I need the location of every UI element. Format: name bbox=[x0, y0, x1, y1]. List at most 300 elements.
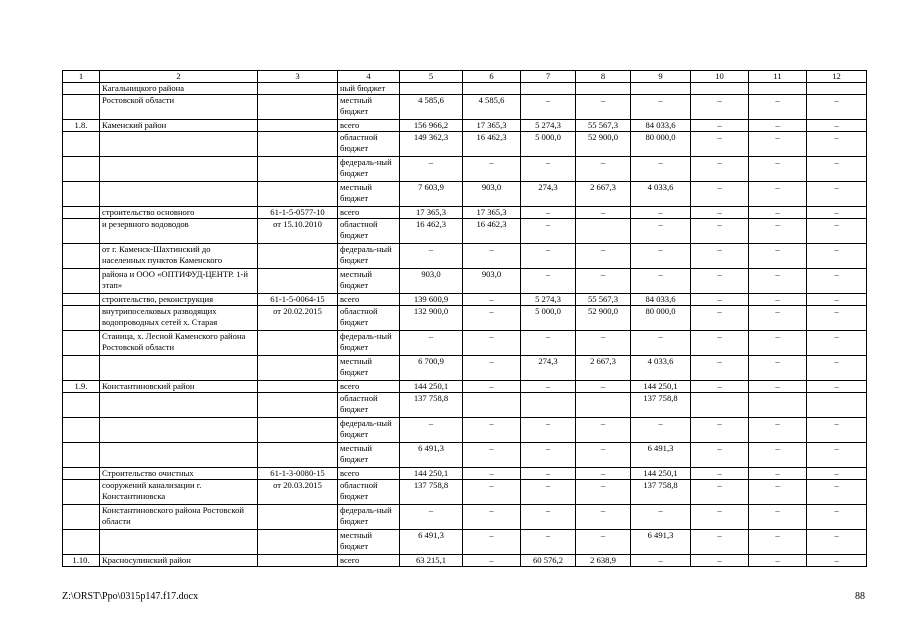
funding-source-cell: областной бюджет bbox=[338, 306, 400, 331]
funding-source-cell: федераль-ный бюджет bbox=[338, 505, 400, 530]
amount-cell: – bbox=[691, 269, 749, 294]
amount-cell: – bbox=[749, 381, 807, 393]
table-row bbox=[63, 381, 867, 393]
item-name-cell bbox=[100, 157, 258, 182]
amount-cell: – bbox=[576, 530, 631, 555]
document-number-cell bbox=[258, 157, 338, 182]
item-number-cell: 1.10. bbox=[63, 555, 100, 567]
document-number-cell bbox=[258, 418, 338, 443]
table-row bbox=[63, 207, 867, 219]
item-name-cell: строительство основного bbox=[100, 207, 258, 219]
item-number-cell bbox=[63, 83, 100, 95]
amount-cell: – bbox=[521, 381, 576, 393]
item-number-cell bbox=[63, 306, 100, 331]
item-name-cell: сооружений канализации г. Константиновска bbox=[100, 480, 258, 505]
amount-cell: 7 603,9 bbox=[400, 182, 463, 207]
item-number-cell bbox=[63, 182, 100, 207]
amount-cell: – bbox=[631, 555, 691, 567]
amount-cell: 17 365,3 bbox=[463, 207, 521, 219]
table-row bbox=[63, 95, 867, 120]
amount-cell: 17 365,3 bbox=[400, 207, 463, 219]
amount-cell: – bbox=[807, 95, 867, 120]
amount-cell: – bbox=[691, 331, 749, 356]
item-number-cell bbox=[63, 157, 100, 182]
amount-cell: – bbox=[691, 443, 749, 468]
amount-cell: – bbox=[400, 331, 463, 356]
item-name-cell bbox=[100, 530, 258, 555]
amount-cell: – bbox=[631, 418, 691, 443]
amount-cell: – bbox=[691, 530, 749, 555]
column-header: 1 bbox=[63, 71, 100, 83]
amount-cell: – bbox=[576, 505, 631, 530]
table-row bbox=[63, 294, 867, 306]
amount-cell: 80 000,0 bbox=[631, 132, 691, 157]
table-row bbox=[63, 269, 867, 294]
amount-cell: – bbox=[691, 505, 749, 530]
amount-cell: 274,3 bbox=[521, 356, 576, 381]
amount-cell: – bbox=[576, 207, 631, 219]
amount-cell: – bbox=[807, 480, 867, 505]
amount-cell: – bbox=[691, 95, 749, 120]
amount-cell: – bbox=[807, 219, 867, 244]
amount-cell: – bbox=[691, 381, 749, 393]
item-number-cell bbox=[63, 480, 100, 505]
amount-cell: 144 250,1 bbox=[400, 468, 463, 480]
amount-cell: – bbox=[576, 418, 631, 443]
amount-cell: – bbox=[807, 120, 867, 132]
amount-cell: 137 758,8 bbox=[631, 393, 691, 418]
amount-cell: 16 462,3 bbox=[400, 219, 463, 244]
amount-cell: 16 462,3 bbox=[463, 132, 521, 157]
item-name-cell: Каменский район bbox=[100, 120, 258, 132]
amount-cell: 17 365,3 bbox=[463, 120, 521, 132]
column-header: 8 bbox=[576, 71, 631, 83]
amount-cell: – bbox=[691, 132, 749, 157]
amount-cell bbox=[691, 393, 749, 418]
amount-cell: – bbox=[807, 294, 867, 306]
amount-cell: 5 274,3 bbox=[521, 294, 576, 306]
amount-cell: – bbox=[749, 182, 807, 207]
amount-cell: – bbox=[749, 505, 807, 530]
amount-cell: – bbox=[576, 480, 631, 505]
document-number-cell bbox=[258, 83, 338, 95]
column-header: 2 bbox=[100, 71, 258, 83]
item-name-cell: от г. Каменск-Шахтинский до населенных пунктов Каменского bbox=[100, 244, 258, 269]
item-name-cell: Ростовской области bbox=[100, 95, 258, 120]
amount-cell: – bbox=[749, 356, 807, 381]
amount-cell: – bbox=[631, 269, 691, 294]
amount-cell: 903,0 bbox=[400, 269, 463, 294]
document-number-cell bbox=[258, 443, 338, 468]
table-row bbox=[63, 83, 867, 95]
item-number-cell bbox=[63, 530, 100, 555]
page-number: 88 bbox=[855, 591, 865, 602]
table-row bbox=[63, 157, 867, 182]
amount-cell: – bbox=[691, 480, 749, 505]
document-number-cell: 61-1-3-0080-15 bbox=[258, 468, 338, 480]
amount-cell: 132 900,0 bbox=[400, 306, 463, 331]
item-number-cell bbox=[63, 356, 100, 381]
item-number-cell bbox=[63, 95, 100, 120]
amount-cell: – bbox=[521, 157, 576, 182]
funding-source-cell: местный бюджет bbox=[338, 530, 400, 555]
amount-cell bbox=[521, 393, 576, 418]
amount-cell: – bbox=[463, 443, 521, 468]
amount-cell bbox=[576, 83, 631, 95]
amount-cell: 4 033,6 bbox=[631, 182, 691, 207]
document-number-cell bbox=[258, 331, 338, 356]
funding-source-cell: местный бюджет bbox=[338, 182, 400, 207]
amount-cell bbox=[463, 393, 521, 418]
item-number-cell bbox=[63, 468, 100, 480]
amount-cell: 139 600,9 bbox=[400, 294, 463, 306]
document-number-cell bbox=[258, 95, 338, 120]
amount-cell: – bbox=[807, 244, 867, 269]
amount-cell: – bbox=[631, 207, 691, 219]
amount-cell: – bbox=[463, 306, 521, 331]
amount-cell: – bbox=[576, 381, 631, 393]
amount-cell: – bbox=[576, 244, 631, 269]
funding-source-cell: всего bbox=[338, 207, 400, 219]
funding-source-cell: федераль-ный бюджет bbox=[338, 157, 400, 182]
column-header: 7 bbox=[521, 71, 576, 83]
amount-cell: 6 491,3 bbox=[400, 530, 463, 555]
amount-cell: 84 033,6 bbox=[631, 120, 691, 132]
table-row bbox=[63, 393, 867, 418]
table-row bbox=[63, 132, 867, 157]
amount-cell: – bbox=[691, 219, 749, 244]
amount-cell: 55 567,3 bbox=[576, 294, 631, 306]
amount-cell: – bbox=[463, 505, 521, 530]
amount-cell: 6 491,3 bbox=[400, 443, 463, 468]
amount-cell bbox=[400, 83, 463, 95]
amount-cell: – bbox=[463, 418, 521, 443]
amount-cell: 6 700,9 bbox=[400, 356, 463, 381]
document-number-cell: от 20.02.2015 bbox=[258, 306, 338, 331]
item-number-cell: 1.9. bbox=[63, 381, 100, 393]
item-name-cell: и резервного водоводов bbox=[100, 219, 258, 244]
amount-cell: – bbox=[631, 505, 691, 530]
amount-cell bbox=[807, 83, 867, 95]
amount-cell: 137 758,8 bbox=[400, 393, 463, 418]
funding-source-cell: областной бюджет bbox=[338, 132, 400, 157]
funding-source-cell: всего bbox=[338, 468, 400, 480]
amount-cell: – bbox=[749, 294, 807, 306]
amount-cell: – bbox=[807, 157, 867, 182]
amount-cell: – bbox=[576, 157, 631, 182]
amount-cell: – bbox=[749, 306, 807, 331]
amount-cell: 16 462,3 bbox=[463, 219, 521, 244]
amount-cell: – bbox=[749, 132, 807, 157]
amount-cell: – bbox=[521, 530, 576, 555]
item-name-cell: Константиновского района Ростовской области bbox=[100, 505, 258, 530]
amount-cell: – bbox=[691, 120, 749, 132]
amount-cell: – bbox=[400, 418, 463, 443]
funding-source-cell: областной бюджет bbox=[338, 480, 400, 505]
document-number-cell bbox=[258, 381, 338, 393]
amount-cell: 52 900,0 bbox=[576, 306, 631, 331]
document-number-cell: от 20.03.2015 bbox=[258, 480, 338, 505]
column-header: 11 bbox=[749, 71, 807, 83]
amount-cell: 60 576,2 bbox=[521, 555, 576, 567]
amount-cell bbox=[749, 393, 807, 418]
amount-cell bbox=[691, 83, 749, 95]
item-name-cell: Константиновский район bbox=[100, 381, 258, 393]
funding-source-cell: всего bbox=[338, 294, 400, 306]
amount-cell: – bbox=[631, 157, 691, 182]
file-path: Z:\ORST\Ppo\0315p147.f17.docx bbox=[62, 591, 199, 602]
table-row bbox=[63, 505, 867, 530]
funding-source-cell: всего bbox=[338, 381, 400, 393]
amount-cell: – bbox=[400, 244, 463, 269]
amount-cell: – bbox=[521, 468, 576, 480]
item-number-cell bbox=[63, 418, 100, 443]
funding-source-cell: областной бюджет bbox=[338, 393, 400, 418]
item-name-cell: района и ООО «ОПТИФУД-ЦЕНТР. 1-й этап» bbox=[100, 269, 258, 294]
item-name-cell bbox=[100, 132, 258, 157]
amount-cell bbox=[749, 83, 807, 95]
amount-cell: – bbox=[631, 244, 691, 269]
item-name-cell: Кагальницкого района bbox=[100, 83, 258, 95]
document-number-cell: 61-1-5-0064-15 bbox=[258, 294, 338, 306]
column-header: 12 bbox=[807, 71, 867, 83]
amount-cell: 84 033,6 bbox=[631, 294, 691, 306]
amount-cell: – bbox=[463, 157, 521, 182]
amount-cell: – bbox=[521, 219, 576, 244]
amount-cell: – bbox=[576, 95, 631, 120]
document-number-cell bbox=[258, 182, 338, 207]
amount-cell: – bbox=[749, 244, 807, 269]
amount-cell: – bbox=[807, 207, 867, 219]
table-row bbox=[63, 480, 867, 505]
document-number-cell bbox=[258, 555, 338, 567]
amount-cell: – bbox=[463, 530, 521, 555]
amount-cell: – bbox=[691, 157, 749, 182]
column-header: 9 bbox=[631, 71, 691, 83]
item-name-cell: строительство, реконструкция bbox=[100, 294, 258, 306]
amount-cell bbox=[807, 393, 867, 418]
amount-cell: – bbox=[749, 555, 807, 567]
table-row bbox=[63, 306, 867, 331]
document-number-cell: от 15.10.2010 bbox=[258, 219, 338, 244]
funding-source-cell: местный бюджет bbox=[338, 269, 400, 294]
amount-cell: – bbox=[400, 157, 463, 182]
amount-cell: – bbox=[576, 443, 631, 468]
table-row bbox=[63, 120, 867, 132]
document-number-cell bbox=[258, 356, 338, 381]
item-number-cell: 1.8. bbox=[63, 120, 100, 132]
amount-cell: – bbox=[749, 530, 807, 555]
table-row bbox=[63, 468, 867, 480]
column-number-row bbox=[63, 71, 867, 83]
amount-cell: – bbox=[463, 381, 521, 393]
funding-source-cell: всего bbox=[338, 555, 400, 567]
amount-cell: 903,0 bbox=[463, 269, 521, 294]
amount-cell: – bbox=[807, 381, 867, 393]
table-row bbox=[63, 219, 867, 244]
amount-cell: – bbox=[691, 356, 749, 381]
amount-cell: – bbox=[576, 269, 631, 294]
amount-cell: – bbox=[749, 95, 807, 120]
document-number-cell bbox=[258, 120, 338, 132]
document-number-cell bbox=[258, 505, 338, 530]
table-row bbox=[63, 331, 867, 356]
item-number-cell bbox=[63, 244, 100, 269]
amount-cell: 5 000,0 bbox=[521, 306, 576, 331]
amount-cell: – bbox=[691, 244, 749, 269]
amount-cell: – bbox=[807, 182, 867, 207]
column-header: 3 bbox=[258, 71, 338, 83]
amount-cell: 2 638,9 bbox=[576, 555, 631, 567]
amount-cell: – bbox=[807, 132, 867, 157]
amount-cell bbox=[463, 83, 521, 95]
amount-cell: 4 585,6 bbox=[400, 95, 463, 120]
funding-source-cell: ный бюджет bbox=[338, 83, 400, 95]
amount-cell: – bbox=[749, 418, 807, 443]
document-number-cell bbox=[258, 244, 338, 269]
amount-cell: – bbox=[691, 207, 749, 219]
amount-cell: – bbox=[463, 294, 521, 306]
item-number-cell bbox=[63, 331, 100, 356]
amount-cell: – bbox=[631, 331, 691, 356]
table-row bbox=[63, 356, 867, 381]
table-row bbox=[63, 182, 867, 207]
amount-cell: 5 000,0 bbox=[521, 132, 576, 157]
amount-cell: – bbox=[749, 207, 807, 219]
amount-cell: – bbox=[463, 480, 521, 505]
amount-cell: – bbox=[463, 468, 521, 480]
item-name-cell bbox=[100, 418, 258, 443]
funding-source-cell: местный бюджет bbox=[338, 95, 400, 120]
amount-cell: – bbox=[749, 157, 807, 182]
document-number-cell bbox=[258, 269, 338, 294]
funding-source-cell: местный бюджет bbox=[338, 443, 400, 468]
amount-cell: – bbox=[691, 294, 749, 306]
amount-cell: – bbox=[400, 505, 463, 530]
amount-cell: – bbox=[521, 269, 576, 294]
amount-cell: – bbox=[463, 555, 521, 567]
amount-cell: – bbox=[631, 95, 691, 120]
amount-cell: – bbox=[463, 356, 521, 381]
amount-cell: – bbox=[691, 555, 749, 567]
amount-cell: – bbox=[691, 468, 749, 480]
item-name-cell: внутрипоселковых разводящих водопроводных сетей х. Старая bbox=[100, 306, 258, 331]
funding-source-cell: федераль-ный бюджет bbox=[338, 331, 400, 356]
amount-cell: 144 250,1 bbox=[631, 468, 691, 480]
amount-cell: 4 033,6 bbox=[631, 356, 691, 381]
funding-source-cell: всего bbox=[338, 120, 400, 132]
amount-cell: – bbox=[691, 182, 749, 207]
amount-cell: 156 966,2 bbox=[400, 120, 463, 132]
item-name-cell: Станица, х. Лесной Каменского района Ростовской области bbox=[100, 331, 258, 356]
amount-cell: – bbox=[807, 443, 867, 468]
amount-cell: – bbox=[521, 95, 576, 120]
amount-cell: – bbox=[521, 418, 576, 443]
item-name-cell: Красносулинский район bbox=[100, 555, 258, 567]
amount-cell: – bbox=[749, 480, 807, 505]
table-row bbox=[63, 418, 867, 443]
item-number-cell bbox=[63, 443, 100, 468]
document-number-cell bbox=[258, 530, 338, 555]
column-header: 4 bbox=[338, 71, 400, 83]
amount-cell: – bbox=[807, 306, 867, 331]
amount-cell: 63 215,1 bbox=[400, 555, 463, 567]
amount-cell: – bbox=[691, 306, 749, 331]
item-number-cell bbox=[63, 132, 100, 157]
amount-cell: 137 758,8 bbox=[631, 480, 691, 505]
amount-cell: 903,0 bbox=[463, 182, 521, 207]
item-name-cell bbox=[100, 182, 258, 207]
amount-cell: – bbox=[521, 331, 576, 356]
document-number-cell: 61-1-5-0577-10 bbox=[258, 207, 338, 219]
amount-cell: 4 585,6 bbox=[463, 95, 521, 120]
amount-cell: – bbox=[691, 418, 749, 443]
item-name-cell bbox=[100, 443, 258, 468]
amount-cell: 2 667,3 bbox=[576, 356, 631, 381]
table-row bbox=[63, 443, 867, 468]
amount-cell: 2 667,3 bbox=[576, 182, 631, 207]
amount-cell: – bbox=[463, 331, 521, 356]
column-header: 5 bbox=[400, 71, 463, 83]
amount-cell: – bbox=[576, 331, 631, 356]
funding-source-cell: федераль-ный бюджет bbox=[338, 244, 400, 269]
amount-cell: – bbox=[521, 480, 576, 505]
amount-cell: – bbox=[463, 244, 521, 269]
document-number-cell bbox=[258, 132, 338, 157]
amount-cell bbox=[521, 83, 576, 95]
amount-cell bbox=[631, 83, 691, 95]
amount-cell: 274,3 bbox=[521, 182, 576, 207]
amount-cell: – bbox=[521, 505, 576, 530]
item-name-cell bbox=[100, 356, 258, 381]
item-number-cell bbox=[63, 219, 100, 244]
amount-cell: – bbox=[749, 468, 807, 480]
funding-source-cell: федераль-ный бюджет bbox=[338, 418, 400, 443]
amount-cell: 144 250,1 bbox=[400, 381, 463, 393]
item-number-cell bbox=[63, 505, 100, 530]
funding-source-cell: местный бюджет bbox=[338, 356, 400, 381]
amount-cell: – bbox=[749, 120, 807, 132]
column-header: 6 bbox=[463, 71, 521, 83]
amount-cell bbox=[576, 219, 631, 244]
column-header: 10 bbox=[691, 71, 749, 83]
amount-cell: – bbox=[807, 505, 867, 530]
amount-cell: – bbox=[807, 555, 867, 567]
table-row bbox=[63, 530, 867, 555]
amount-cell: – bbox=[576, 468, 631, 480]
amount-cell: – bbox=[807, 269, 867, 294]
amount-cell: – bbox=[749, 219, 807, 244]
table-row bbox=[63, 555, 867, 567]
amount-cell: 55 567,3 bbox=[576, 120, 631, 132]
table-row bbox=[63, 244, 867, 269]
amount-cell: – bbox=[807, 356, 867, 381]
amount-cell: 5 274,3 bbox=[521, 120, 576, 132]
amount-cell: 6 491,3 bbox=[631, 530, 691, 555]
amount-cell: – bbox=[807, 468, 867, 480]
amount-cell: 137 758,8 bbox=[400, 480, 463, 505]
amount-cell: – bbox=[807, 530, 867, 555]
amount-cell: 6 491,3 bbox=[631, 443, 691, 468]
amount-cell: 80 000,0 bbox=[631, 306, 691, 331]
amount-cell bbox=[576, 393, 631, 418]
amount-cell: 52 900,0 bbox=[576, 132, 631, 157]
amount-cell: – bbox=[749, 443, 807, 468]
amount-cell: – bbox=[521, 207, 576, 219]
funding-source-cell: областной бюджет bbox=[338, 219, 400, 244]
amount-cell: – bbox=[807, 331, 867, 356]
item-number-cell bbox=[63, 294, 100, 306]
